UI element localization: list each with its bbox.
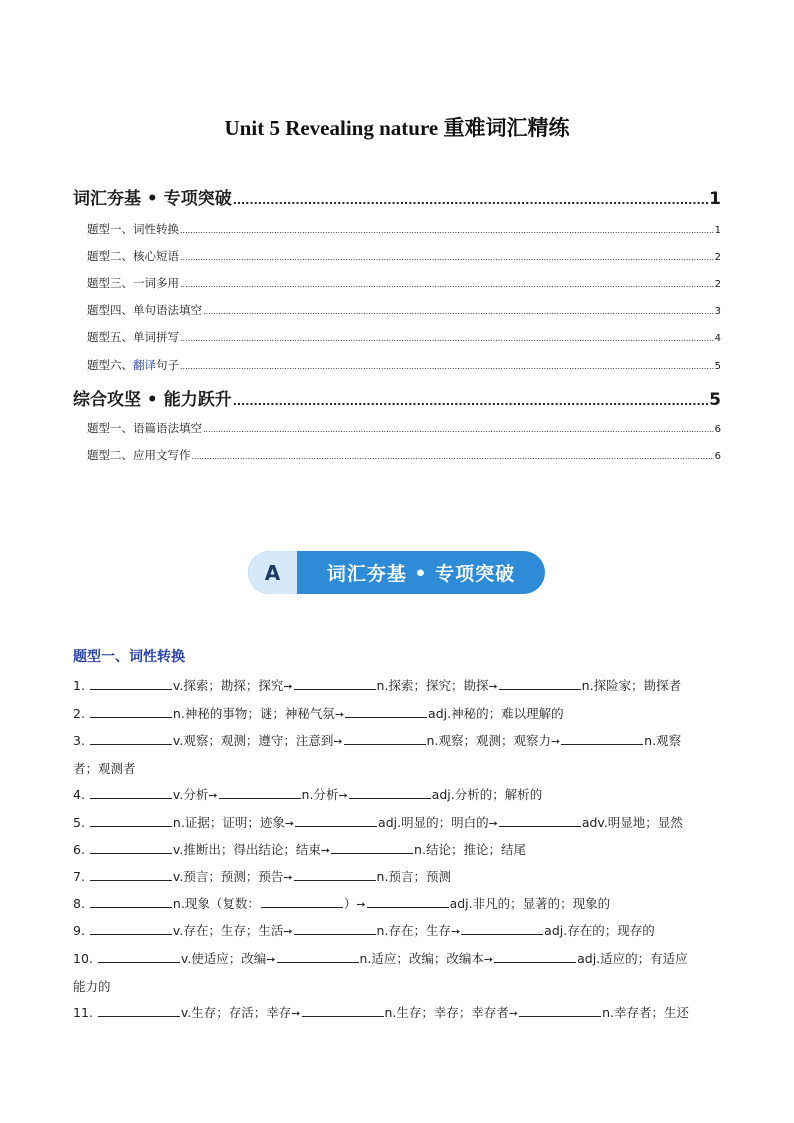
toc-leader — [233, 194, 708, 207]
answer-blank[interactable] — [90, 868, 172, 881]
item-text: n.结论；推论；结尾 — [414, 842, 526, 857]
item-text: v.生存；存活；幸存 — [180, 1005, 292, 1020]
toc-page: 1 — [714, 225, 721, 236]
item-text: n.证据；证明；迹象 — [172, 815, 285, 830]
answer-blank[interactable] — [294, 922, 376, 935]
item-text: n.适应；改编；改编本 — [359, 951, 484, 966]
item-text: adv.明显地；显然 — [581, 815, 683, 830]
arrow-icon: ➙ — [291, 1007, 301, 1020]
toc-page: 6 — [714, 451, 721, 462]
answer-blank[interactable] — [277, 950, 359, 963]
exercise-item — [73, 727, 721, 782]
exercise-item — [73, 809, 721, 837]
exercise-item — [73, 781, 721, 809]
exercise-item — [73, 700, 721, 728]
arrow-icon: ➙ — [338, 789, 348, 802]
item-number: 10. — [73, 951, 93, 966]
toc-entry[interactable] — [73, 184, 721, 209]
item-text: n.观察；观测；观察力 — [426, 733, 551, 748]
toc-label: 题型二、应用文写作 — [87, 448, 191, 462]
exercise-item — [73, 890, 721, 918]
answer-blank[interactable] — [294, 677, 376, 690]
item-number: 9. — [73, 923, 85, 938]
toc-page: 2 — [714, 252, 721, 263]
toc-label: 题型二、核心短语 — [87, 249, 179, 263]
arrow-icon: ➙ — [550, 735, 561, 748]
arrow-icon: ➙ — [334, 708, 345, 721]
answer-blank[interactable] — [219, 786, 301, 799]
item-number: 11. — [73, 1005, 93, 1020]
arrow-icon: ➙ — [488, 680, 498, 693]
arrow-icon: ➙ — [356, 898, 366, 911]
banner-title: 词汇夯基 • 专项突破 — [326, 563, 516, 585]
arrow-icon: ➙ — [488, 817, 498, 830]
toc-entry[interactable] — [87, 221, 721, 237]
section-banner — [248, 551, 545, 594]
answer-blank[interactable] — [561, 732, 643, 745]
answer-blank[interactable] — [90, 705, 172, 718]
toc-page: 5 — [714, 361, 721, 372]
answer-blank[interactable] — [98, 1004, 180, 1017]
toc-page: 3 — [714, 306, 721, 317]
answer-blank[interactable] — [90, 922, 172, 935]
item-text: v.存在；生存；生活 — [172, 923, 284, 938]
item-text: n.存在；生存 — [376, 923, 451, 938]
toc-leader — [203, 307, 714, 316]
exercise-item — [73, 863, 721, 891]
toc-entry[interactable] — [87, 275, 721, 291]
arrow-icon: ➙ — [283, 680, 293, 693]
item-text: v.使适应；改编 — [180, 951, 267, 966]
arrow-icon: ➙ — [508, 1007, 519, 1020]
toc-leader — [192, 452, 714, 461]
answer-blank[interactable] — [90, 732, 172, 745]
answer-blank[interactable] — [90, 841, 172, 854]
arrow-icon: ➙ — [333, 735, 343, 748]
answer-blank[interactable] — [90, 786, 172, 799]
item-number: 2. — [73, 706, 85, 721]
item-number: 6. — [73, 842, 85, 857]
answer-blank[interactable] — [519, 1004, 601, 1017]
item-text: adj.适应的；有适应 — [577, 951, 688, 966]
item-text-continued: 者；观测者 — [73, 761, 136, 776]
toc-entry[interactable] — [87, 248, 721, 264]
exercise-item — [73, 836, 721, 864]
item-text: n.观察 — [644, 733, 682, 748]
item-number: 4. — [73, 787, 85, 802]
arrow-icon: ➙ — [284, 817, 295, 830]
arrow-icon: ➙ — [320, 844, 331, 857]
toc-leader — [180, 226, 714, 235]
answer-blank[interactable] — [302, 1004, 384, 1017]
item-text: adj.神秘的；难以理解的 — [428, 706, 564, 721]
toc-label: 题型一、语篇语法填空 — [87, 421, 202, 435]
answer-blank[interactable] — [261, 895, 343, 908]
arrow-icon: ➙ — [208, 789, 218, 802]
arrow-icon: ➙ — [283, 871, 293, 884]
answer-blank[interactable] — [344, 732, 426, 745]
toc-label: 题型一、词性转换 — [87, 222, 179, 236]
toc-entry[interactable] — [87, 329, 721, 345]
item-number: 1. — [73, 678, 85, 693]
toc-entry[interactable] — [73, 385, 721, 410]
toc-leader — [180, 253, 714, 262]
item-text: n.现象（复数： — [172, 896, 260, 911]
toc-label: 词汇夯基 • 专项突破 — [73, 189, 232, 209]
answer-blank[interactable] — [349, 786, 431, 799]
toc-leader — [180, 362, 714, 371]
toc-leader — [203, 425, 714, 434]
toc-label: 综合攻坚 • 能力跃升 — [73, 390, 232, 410]
toc-label: 题型三、一词多用 — [87, 276, 179, 290]
item-text: n.幸存者；生还 — [602, 1005, 690, 1020]
arrow-icon: ➙ — [450, 925, 461, 938]
answer-blank[interactable] — [345, 705, 427, 718]
item-text: adj.存在的；现存的 — [544, 923, 655, 938]
exercise-item — [73, 945, 721, 1000]
item-text: adj.分析的；解析的 — [431, 787, 543, 802]
answer-blank[interactable] — [494, 950, 576, 963]
toc-page: 2 — [714, 279, 721, 290]
exercise-item — [73, 917, 721, 945]
toc-entry[interactable] — [87, 447, 721, 463]
document-title: Unit 5 Revealing nature 重难词汇精练 — [224, 116, 570, 140]
answer-blank[interactable] — [294, 868, 376, 881]
toc-page: 1 — [709, 189, 721, 209]
exercise-item — [73, 672, 721, 700]
section-heading: 题型一、词性转换 — [73, 649, 185, 665]
item-text: v.推断出；得出结论；结束 — [172, 842, 321, 857]
arrow-icon: ➙ — [283, 925, 293, 938]
toc-leader — [180, 280, 714, 289]
answer-blank[interactable] — [90, 677, 172, 690]
toc-label-prefix: 题型六、 — [87, 358, 133, 372]
toc-entry[interactable] — [87, 420, 721, 436]
toc-page: 4 — [714, 333, 721, 344]
toc-label: 题型五、单词拼写 — [87, 330, 179, 344]
item-text: v.分析 — [172, 787, 209, 802]
answer-blank[interactable] — [461, 922, 543, 935]
item-number: 7. — [73, 869, 85, 884]
toc-entry[interactable] — [87, 357, 721, 373]
item-text: v.预言；预测；预告 — [172, 869, 284, 884]
item-number: 8. — [73, 896, 85, 911]
answer-blank[interactable] — [98, 950, 180, 963]
answer-blank[interactable] — [367, 895, 449, 908]
answer-blank[interactable] — [295, 814, 377, 827]
answer-blank[interactable] — [499, 677, 581, 690]
item-text: v.探索；勘探；探究 — [172, 678, 284, 693]
toc-leader — [180, 334, 714, 343]
banner-letter: A — [248, 551, 297, 594]
item-text: adj.明显的；明白的 — [378, 815, 489, 830]
item-text: n.神秘的事物；谜；神秘气氛 — [172, 706, 335, 721]
toc-label-highlight: 翻译 — [133, 358, 156, 372]
item-text-continued: 能力的 — [73, 979, 111, 994]
arrow-icon: ➙ — [483, 953, 494, 966]
toc-entry[interactable] — [87, 302, 721, 318]
toc-leader — [233, 395, 708, 408]
item-text: v.观察；观测；遵守；注意到 — [172, 733, 334, 748]
item-text: n.预言；预测 — [376, 869, 451, 884]
arrow-icon: ➙ — [266, 953, 276, 966]
answer-blank[interactable] — [90, 814, 172, 827]
toc-label-suffix: 句子 — [156, 358, 179, 372]
toc-page: 5 — [709, 390, 721, 410]
exercise-item — [73, 999, 721, 1027]
item-text: adj.非凡的；显著的；现象的 — [449, 896, 611, 911]
answer-blank[interactable] — [90, 895, 172, 908]
item-text: n.探索；探究；勘探 — [376, 678, 489, 693]
item-text: n.生存；幸存；幸存者 — [384, 1005, 509, 1020]
toc-label: 题型四、单句语法填空 — [87, 303, 202, 317]
item-number: 3. — [73, 733, 85, 748]
item-number: 5. — [73, 815, 85, 830]
toc-label — [87, 357, 179, 373]
item-text: n.探险家；勘探者 — [581, 678, 682, 693]
item-text: n.分析 — [301, 787, 339, 802]
answer-blank[interactable] — [331, 841, 413, 854]
answer-blank[interactable] — [499, 814, 581, 827]
item-text: ） — [343, 896, 357, 911]
toc-page: 6 — [714, 424, 721, 435]
